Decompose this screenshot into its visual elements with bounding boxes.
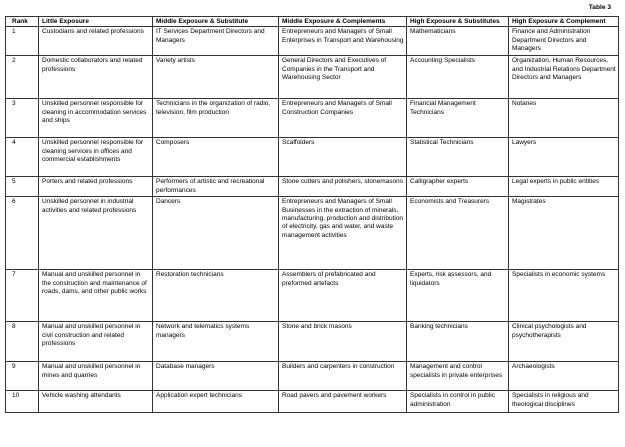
high-complement-cell: Finance and Administration Department Directors and Managers [509, 27, 619, 56]
rank-cell: 5 [6, 177, 39, 197]
little-exposure-cell: Unskilled personnel responsible for cleaning in accommodation services and ships [39, 99, 153, 138]
middle-substitute-cell: Network and telematics systems managers [153, 322, 279, 362]
little-exposure-cell: Unskilled personnel responsible for cleaning services in offices and commercial establishments [39, 138, 153, 177]
rank-cell: 9 [6, 362, 39, 391]
middle-substitute-cell: Composers [153, 138, 279, 177]
little-exposure-cell: Manual and unskilled personnel in mines and quarries [39, 362, 153, 391]
high-substitutes-cell: Accounting Specialists [407, 56, 509, 99]
table-row [6, 270, 619, 322]
high-substitutes-cell: Specialists in control in public administration [407, 391, 509, 413]
high-substitutes-cell: Statistical Technicians [407, 138, 509, 177]
rank-cell: 3 [6, 99, 39, 138]
little-exposure-cell: Manual and unskilled personnel in the construction and maintenance of roads, dams, and other public works [39, 270, 153, 322]
middle-complements-cell: Entrepreneurs and Managers of Small Enterprises in Transport and Warehousing [279, 27, 407, 56]
table-row [6, 27, 619, 56]
rank-cell: 1 [6, 27, 39, 56]
little-exposure-cell: Vehicle washing attendants [39, 391, 153, 413]
little-exposure-cell: Unskilled personnel in industrial activities and related professions [39, 197, 153, 270]
high-substitutes-cell: Banking technicians [407, 322, 509, 362]
rank-cell: 10 [6, 391, 39, 413]
little-exposure-cell: Manual and unskilled personnel in civil construction and related professions [39, 322, 153, 362]
table-row [6, 391, 619, 413]
table-row [6, 197, 619, 270]
header-high-substitutes: High Exposure & Substitutes [407, 17, 509, 27]
high-substitutes-cell: Management and control specialists in private enterprises [407, 362, 509, 391]
rank-cell: 7 [6, 270, 39, 322]
header-row [6, 17, 619, 27]
high-complement-cell: Archaeologists [509, 362, 619, 391]
high-substitutes-cell: Financial Management Technicians [407, 99, 509, 138]
high-complement-cell: Specialists in religious and theological disciplines [509, 391, 619, 413]
table-row [6, 322, 619, 362]
middle-complements-cell: Road pavers and pavement workers [279, 391, 407, 413]
table-row [6, 56, 619, 99]
middle-substitute-cell: Application expert technicians [153, 391, 279, 413]
rank-cell: 6 [6, 197, 39, 270]
middle-complements-cell: Builders and carpenters in construction [279, 362, 407, 391]
high-complement-cell: Clinical psychologists and psychotherapists [509, 322, 619, 362]
header-rank: Rank [6, 17, 39, 27]
little-exposure-cell: Domestic collaborators and related professions [39, 56, 153, 99]
high-complement-cell: Lawyers [509, 138, 619, 177]
high-complement-cell: Legal experts in public entities [509, 177, 619, 197]
header-high-complement: High Exposure & Complement [509, 17, 619, 27]
table-row [6, 362, 619, 391]
middle-substitute-cell: Technicians in the organization of radio, television, film production [153, 99, 279, 138]
middle-complements-cell: Stone cutters and polishers, stonemasons [279, 177, 407, 197]
middle-substitute-cell: Dancers [153, 197, 279, 270]
middle-complements-cell: Entrepreneurs and Managers of Small Businesses in the extraction of minerals, manufacturing, production and distribution of electricity, gas and water, and waste management activities [279, 197, 407, 270]
table-row [6, 177, 619, 197]
middle-substitute-cell: IT Services Department Directors and Managers [153, 27, 279, 56]
header-middle-substitute: Middle Exposure & Substitute [153, 17, 279, 27]
rank-cell: 8 [6, 322, 39, 362]
middle-substitute-cell: Restoration technicians [153, 270, 279, 322]
table-row [6, 99, 619, 138]
little-exposure-cell: Custodians and related professions [39, 27, 153, 56]
little-exposure-cell: Porters and related professions [39, 177, 153, 197]
rank-cell: 2 [6, 56, 39, 99]
header-middle-complements: Middle Exposure & Complements [279, 17, 407, 27]
middle-substitute-cell: Performers of artistic and recreational performances [153, 177, 279, 197]
high-substitutes-cell: Experts, risk assessors, and liquidators [407, 270, 509, 322]
high-substitutes-cell: Economists and Treasurers [407, 197, 509, 270]
high-complement-cell: Magistrates [509, 197, 619, 270]
middle-complements-cell: Entrepreneurs and Managers of Small Construction Companies [279, 99, 407, 138]
rank-cell: 4 [6, 138, 39, 177]
high-substitutes-cell: Calligrapher experts [407, 177, 509, 197]
high-complement-cell: Specialists in economic systems [509, 270, 619, 322]
middle-complements-cell: General Directors and Executives of Companies in the Transport and Warehousing Sector [279, 56, 407, 99]
middle-complements-cell: Assemblers of prefabricated and preformed artefacts [279, 270, 407, 322]
exposure-table [5, 16, 619, 413]
middle-complements-cell: Scaffolders [279, 138, 407, 177]
high-complement-cell: Organization, Human Resources, and Industrial Relations Department Directors and Managers [509, 56, 619, 99]
table-row [6, 138, 619, 177]
middle-complements-cell: Stone and brick masons [279, 322, 407, 362]
table-label: Table 3 [588, 4, 611, 11]
high-complement-cell: Notaries [509, 99, 619, 138]
middle-substitute-cell: Database managers [153, 362, 279, 391]
header-little-exposure: Little Exposure [39, 17, 153, 27]
high-substitutes-cell: Mathematicians [407, 27, 509, 56]
middle-substitute-cell: Variety artists [153, 56, 279, 99]
